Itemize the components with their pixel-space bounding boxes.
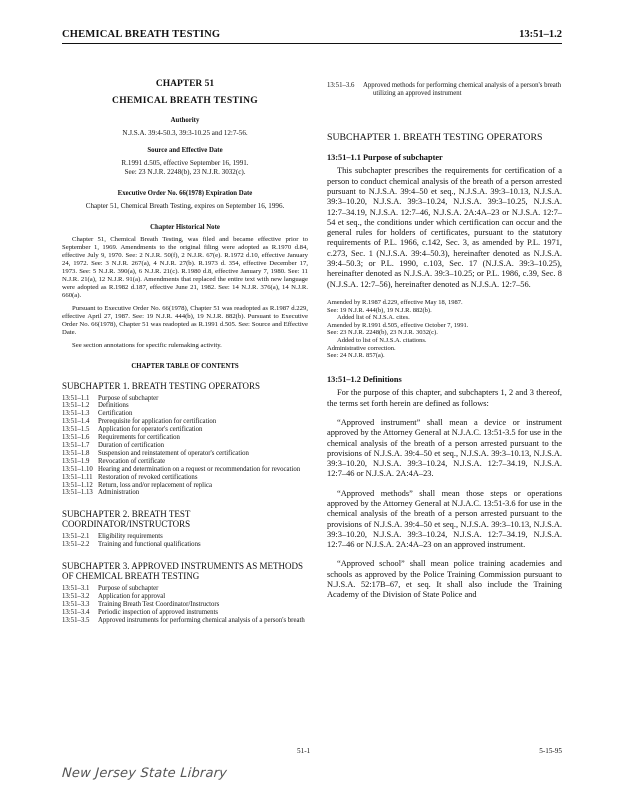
toc-subchapter-title: SUBCHAPTER 2. BREATH TEST COORDINATOR/INSTRUCTORS xyxy=(62,509,191,530)
source-text: R.1991 d.505, effective September 16, 1991. See: 23 N.J.R. 2248(b), 23 N.J.R. 3032(c). xyxy=(121,158,249,176)
toc-item: 13:51–2.2 Training and functional qualifications xyxy=(62,541,201,549)
right-column xyxy=(327,82,562,601)
toc-subchapter-title: SUBCHAPTER 1. BREATH TESTING OPERATORS xyxy=(62,380,260,391)
toc-item: 13:51–1.4 Prerequisite for application for certification xyxy=(62,418,217,426)
section-1-1-history: Amended by R.1987 d.229, effective May 18, 1987. See: 19 N.J.R. 444(b), 19 N.J.R. 882(b). Added list of N.J.S.A. cites. Amended by R.1991 d.505, effective October 7, 1991. See: 23 N.J.R. 2248(b), 23 N.J.R. 3032(c). Added to list of N.J.S.A. citations. Administrative correction. See: 24 N.J.R. 857(a). xyxy=(327,298,469,360)
chapter-title: CHEMICAL BREATH TESTING xyxy=(112,95,258,106)
toc-item: 13:51–1.5 Application for operator's certification xyxy=(62,426,203,434)
toc-item: 13:51–1.7 Duration of certification xyxy=(62,441,165,449)
historical-note-p2: Pursuant to Executive Order No. 66(1978), Chapter 51 was readopted as R.1987 d.229, effective April 27, 1987. See: 19 N.J.R. 444(b), 19 N.J.R. 882(b). Pursuant to Executive Order No. 66(1978), Chapter 51 was readopted as R.1991 d.505. See: Source and Effective Date. xyxy=(62,304,308,336)
executive-order-heading: Executive Order No. 66(1978) Expiration Date xyxy=(117,190,253,198)
toc-item: 13:51–3.3 Training Breath Test Coordinator/Instructors xyxy=(62,600,220,608)
chapter-number: CHAPTER 51 xyxy=(155,79,215,89)
toc-item: 13:51–3.5 Approved instruments for performing chemical analysis of a person's breath xyxy=(62,616,305,624)
toc-item: 13:51–1.11 Restoration of revoked certifications xyxy=(62,473,198,481)
toc-subchapter-title: SUBCHAPTER 3. APPROVED INSTRUMENTS AS METHODS OF CHEMICAL BREATH TESTING xyxy=(62,561,304,582)
definition-approved-instrument: “Approved instrument” shall mean a device or instrument approved by the Attorney General at N.J.A.C. 13:51-3.5 for use in the chemical analysis of the breath of a person arrested pursuant to the provisions of N.J.S.A. 39:4–50 et seq., N.J.S.A. 39:3–10.13, N.J.S.A. 39:3–10.20, N.J.S.A. 39:3–10.24, N.J.S.A. 12:7–34.19, N.J.S.A. 12:7–46 or N.J.S.A. 2A:4A–23. xyxy=(327,417,562,479)
historical-note-p3: See section annotations for specific rulemaking activity. xyxy=(72,341,222,349)
toc-item-continued: 13:51–3.6 Approved methods for performing chemical analysis of a person's breath utilizing an approved instrument xyxy=(327,82,562,97)
page-number: 51-1 xyxy=(297,747,311,755)
toc-subchapter-2 xyxy=(62,509,308,549)
running-header xyxy=(62,27,562,44)
toc-item: 13:51–3.1 Purpose of subchapter xyxy=(62,585,159,593)
executive-order-text: Chapter 51, Chemical Breath Testing, expires on September 16, 1996. xyxy=(85,201,285,210)
authority-text: N.J.S.A. 39:4-50.3, 39:3-10.25 and 12:7-56. xyxy=(122,128,248,137)
toc-item: 13:51–1.2 Definitions xyxy=(62,402,129,410)
definition-approved-school: “Approved school” shall mean police training academies and schools as approved by the Police Training Commission pursuant to N.J.S.A. 52:17B–67, et seq. It shall also include the Training Academy of the Division of State Police and xyxy=(327,559,562,600)
toc-item: 13:51–1.3 Certification xyxy=(62,410,133,418)
toc-list xyxy=(62,533,308,549)
subchapter-1-title: SUBCHAPTER 1. BREATH TESTING OPERATORS xyxy=(327,131,543,143)
library-stamp: New Jersey State Library xyxy=(61,766,228,781)
toc-item: 13:51–1.8 Suspension and reinstatement of operator's certification xyxy=(62,449,249,457)
revision-date: 5-15-95 xyxy=(539,747,562,755)
toc-subchapter-3 xyxy=(62,561,308,625)
section-1-1-heading: 13:51–1.1 Purpose of subchapter xyxy=(327,152,443,162)
definitions-intro: For the purpose of this chapter, and subchapters 1, 2 and 3 thereof, the terms set forth herein are defined as follows: xyxy=(327,388,562,408)
left-column xyxy=(62,60,308,625)
toc-list xyxy=(62,395,308,498)
toc-heading: CHAPTER TABLE OF CONTENTS xyxy=(131,362,239,370)
historical-note-p1: Chapter 51, Chemical Breath Testing, was filed and became effective prior to September 1, 1969. Amendments to the original filing were adopted as R.1970 d.84, effective July 9, 1970. See: 2 N.J.R. 50(f), 2 N.J.R. 67(e). R.1972 d.10, effective January 24, 1972. See: 3 N.J.R. 267(a), 4 N.J.R. 27(b). R.1973 d. 354, effective December 17, 1973. See: 5 N.J.R. 390(a), 6 N.J.R. 21(c). R.1980 d.8, effective January 7, 1980. See: 11 N.J.R. 21(a), 12 N.J.R. 91(a). Amendments that replaced the entire text with new language were adopted as R.1982 d.187, effective June 21, 1982. See: 14 N.J.R. 376(a), 14 N.J.R. 660(a). xyxy=(62,235,308,299)
toc-item: 13:51–2.1 Eligibility requirements xyxy=(62,533,163,541)
toc-item: 13:51–1.10 Hearing and determination on a request or recommendation for revocation xyxy=(62,465,301,473)
toc-item: 13:51–1.12 Return, loss and/or replacement of replica xyxy=(62,481,212,489)
toc-list xyxy=(62,585,308,625)
toc-item: 13:51–1.6 Requirements for certification xyxy=(62,434,180,442)
authority-heading: Authority xyxy=(170,117,200,125)
toc-item: 13:51–1.1 Purpose of subchapter xyxy=(62,394,159,402)
toc-item: 13:51–1.13 Administration xyxy=(62,489,140,497)
toc-item: 13:51–1.9 Revocation of certificate xyxy=(62,457,166,465)
toc-subchapter-1 xyxy=(62,381,308,498)
definition-approved-methods: “Approved methods” shall mean those steps or operations approved by the Attorney General at N.J.A.C. 13:51-3.6 for use in the chemical analysis of the breath of a person arrested pursuant to the provisions of N.J.S.A. 39:4–50 et seq., N.J.S.A. 39:3–10.13, N.J.S.A. 39:3–10.20, N.J.S.A. 39:3–10.24, N.J.S.A. 12:7–34.19, N.J.S.A. 12:7–46 or N.J.S.A. 2A:4A–23 on an approved instrument. xyxy=(327,488,562,550)
section-1-2-heading: 13:51–1.2 Definitions xyxy=(327,374,402,384)
header-section-range: 13:51–1.2 xyxy=(519,29,562,40)
historical-note-heading: Chapter Historical Note xyxy=(150,224,220,232)
toc-item: 13:51–3.2 Application for approval xyxy=(62,593,166,601)
header-title: CHEMICAL BREATH TESTING xyxy=(62,29,221,40)
source-heading: Source and Effective Date xyxy=(147,147,223,155)
toc-item: 13:51–3.4 Periodic inspection of approved instruments xyxy=(62,608,219,616)
section-1-1-text: This subchapter prescribes the requirements for certification of a person to conduct chemical analysis of the breath of a person arrested pursuant to N.J.S.A. 39:4–50 et seq., N.J.S.A. 39:3–10.13, N.J.S.A. 39:3–10.20, N.J.S.A. 39:3–10.24, N.J.S.A. 39:3–10.25, N.J.S.A. 12:7–34.19, N.J.S.A. 12:7–46, N.J.S.A. 2A:4A–23 or N.J.S.A. 12:7–54 et seq., the conditions under which certification can occur and the general rules for holders of certificates, pursuant to the statutory requirements of P.L. 1966, c.142, Sec. 3, as amended by P.L. 1971, c.273, Sec. 1 (N.J.S.A. 39:4–50.3), hereinafter denoted as N.J.S.A. 39:4–50.3; or P.L. 1990, c.103, Sec. 17 (N.J.S.A. 39:3–10.25), hereinafter denoted as N.J.S.A. 39:3–10.25; or P.L. 1986, c.39, Sec. 8 (N.J.S.A. 12:7–56), hereinafter denoted as N.J.S.A. 12:7–56. xyxy=(327,166,562,289)
